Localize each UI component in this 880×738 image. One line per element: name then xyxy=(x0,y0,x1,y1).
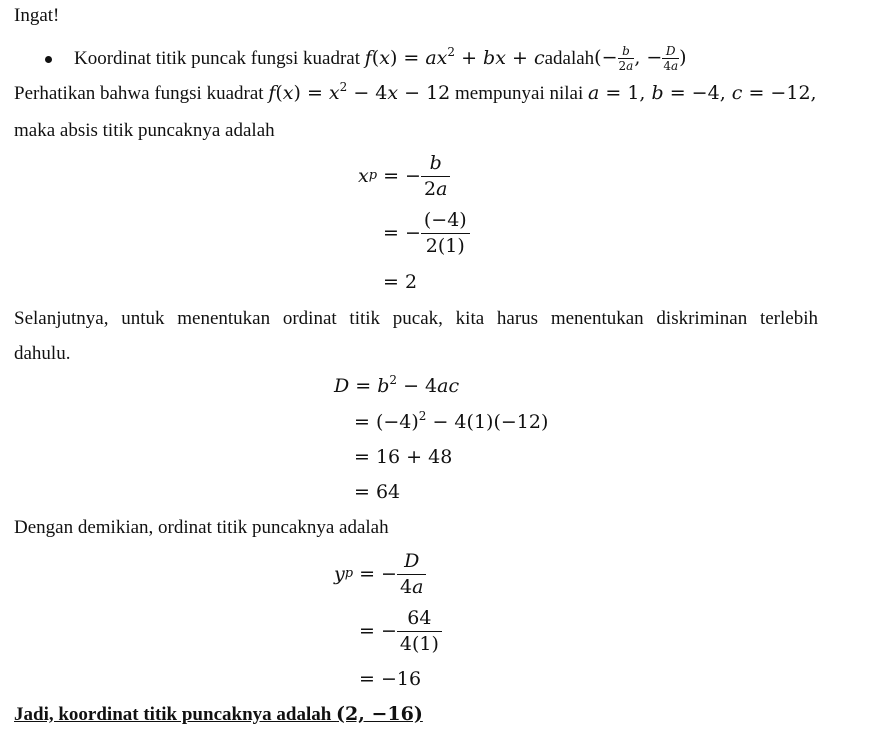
vertex-formula-expression: (− $\frac{b}{2a}$ , − $\frac{D}{4a}$ ) xyxy=(594,43,687,73)
paragraph-function-given xyxy=(14,80,817,104)
xp-step-2: = − $\frac{(-4)}{2(1)}$ xyxy=(383,209,470,257)
yp-step-1: y p = − $\frac{D}{4a}$ xyxy=(334,550,426,598)
yp-result: = −16 xyxy=(359,668,422,690)
vertex-answer: (2, −16) xyxy=(336,703,423,725)
conclusion xyxy=(14,705,423,724)
fx-given-render: $f(x) = x^2 - 4x - 12$ xyxy=(268,80,451,104)
paragraph1-line2: maka absis titik puncaknya adalah xyxy=(14,120,275,141)
paragraph1-text1: Perhatikan bahwa fungsi kuadrat xyxy=(14,83,269,104)
paragraph1-text2: mempunyai nilai xyxy=(450,83,589,104)
bullet-text-middle: adalah xyxy=(544,47,595,69)
coefficients-render: a = 1, b = −4, c = −12, xyxy=(588,82,817,104)
d-step-1: $D = b^2 - 4ac$ xyxy=(334,373,460,397)
note-heading: Ingat! xyxy=(14,5,60,26)
paragraph-discriminant-intro: Selanjutnya, untuk menentukan ordinat titik pucak, kita harus menentukan diskriminan terlebih xyxy=(14,308,818,329)
xp-result: = 2 xyxy=(383,271,418,293)
bullet-text-prefix: Koordinat titik puncak fungsi kuadrat xyxy=(74,47,360,69)
paragraph-ordinate-intro: Dengan demikian, ordinat titik puncaknya adalah xyxy=(14,517,389,538)
bullet-dot xyxy=(45,48,52,67)
fx-general-render: $f(x) = ax^2$ + bx + c xyxy=(364,44,545,69)
d-step-2: = $(-4)^2 - 4(1)(-12)$ xyxy=(354,409,549,433)
vertex-formula-note xyxy=(74,38,687,78)
xp-step-1: x p = − $\frac{b}{2a}$ xyxy=(358,152,450,200)
conclusion-text: Jadi, koordinat titik puncaknya adalah xyxy=(14,704,337,725)
paragraph-discriminant-intro-line2: dahulu. xyxy=(14,343,71,364)
d-step-3: = 16 + 48 xyxy=(354,446,453,468)
yp-step-2: = − $\frac{64}{4(1)}$ xyxy=(359,607,442,655)
d-result: = 64 xyxy=(354,481,401,503)
